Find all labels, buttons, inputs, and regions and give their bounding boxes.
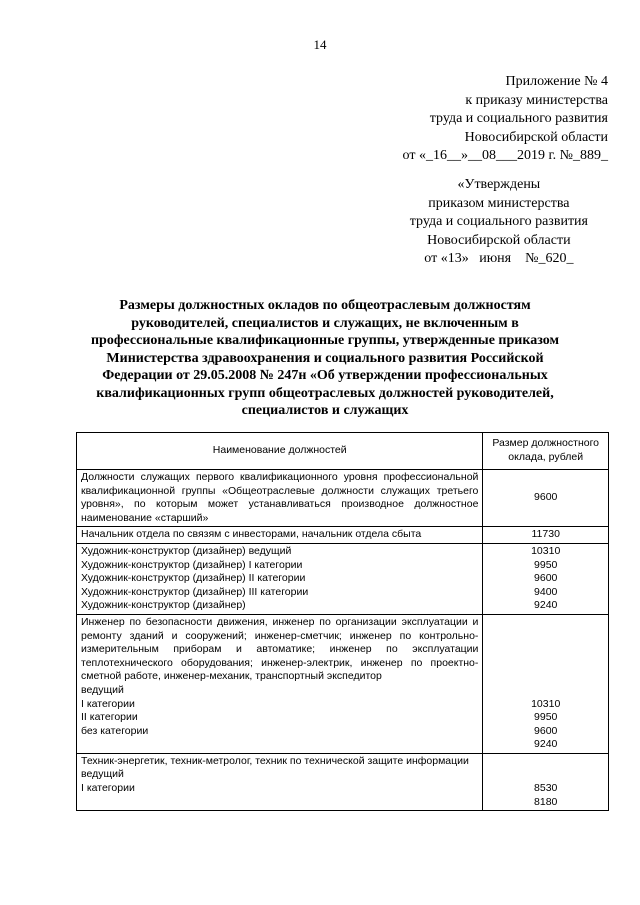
salary-value: 10310	[531, 697, 561, 710]
header-salary: Размер должностного оклада, рублей	[483, 433, 609, 470]
position-name: ведущий	[81, 683, 124, 696]
table-row	[77, 614, 609, 753]
salary-list	[483, 614, 609, 753]
position-name: Начальник отдела по связям с инвесторами, начальник отдела сбыта	[77, 527, 483, 544]
salary-value: 9600	[483, 470, 609, 527]
appendix-line: Новосибирской области	[464, 129, 608, 145]
position-list	[77, 614, 483, 753]
position-name: Должности служащих первого квалификационного уровня профессиональной квалификационной группы «Общеотраслевые должности служащих третьего уровня», по которым может устанавливаться производное должностное наименование «старший»	[77, 470, 483, 527]
position-name: I категории	[81, 782, 135, 795]
position-list	[77, 543, 483, 614]
page-number: 14	[313, 37, 327, 52]
salary-value: 9950	[534, 558, 558, 571]
salary-table	[76, 432, 609, 811]
position-name: ведущий	[81, 768, 124, 781]
salary-value: 9400	[534, 585, 558, 598]
salary-value: 11730	[483, 527, 609, 544]
document-title: Размеры должностных окладов по общеотраслевым должностям руководителей, специалистов и служащих, не включенным в профессиональные квалификационные группы, утвержденные приказом Министерства здравоохранения и социального развития Российской Федерации от 29.05.2008 № 247н «Об утверждении профессиональных квалификационных групп общеотраслевых должностей руководителей, специалистов и служащих	[90, 298, 560, 418]
salary-list	[483, 543, 609, 614]
position-group-intro: Техник-энергетик, техник-метролог, техник по технической защите информации	[81, 754, 469, 767]
position-name: II категории	[81, 711, 138, 724]
appendix-line: Приложение № 4	[505, 74, 608, 89]
position-list	[77, 753, 483, 810]
salary-value: 9240	[534, 599, 558, 612]
approval-block	[410, 176, 588, 269]
approval-line: приказом министерства	[428, 195, 570, 211]
salary-list	[483, 753, 609, 810]
approval-line: «Утверждены	[457, 177, 541, 192]
salary-value: 9950	[534, 711, 558, 724]
table-header-row	[77, 433, 609, 470]
position-group-intro: Инженер по безопасности движения, инженер по организации эксплуатации и ремонту зданий и сооружений; инженер-сметчик; инженер по контрольно-измерительным приборам и автоматике; инженер по эксплуатации теплотехнического оборудования; инженер-электрик, инженер по проектно-сметной работе, инженер-механик, транспортный экспедитор	[81, 615, 479, 683]
approval-line: от «13» июня №_620_	[424, 251, 574, 266]
position-name: Художник-конструктор (дизайнер) I категории	[81, 558, 303, 571]
salary-value: 8530	[534, 782, 558, 795]
salary-value: 8180	[534, 795, 558, 808]
table-row	[77, 527, 609, 544]
table-row	[77, 753, 609, 810]
header-position-name: Наименование должностей	[77, 433, 483, 470]
position-name: Художник-конструктор (дизайнер) II категории	[81, 572, 306, 585]
salary-value: 9600	[534, 724, 558, 737]
salary-value: 10310	[531, 544, 561, 557]
approval-line: Новосибирской области	[427, 232, 571, 248]
appendix-line: от «_16__»__08___2019 г. №_889_	[402, 148, 608, 163]
appendix-block	[403, 73, 608, 166]
position-name: без категории	[81, 724, 149, 737]
position-name: Художник-конструктор (дизайнер)	[81, 599, 246, 612]
position-name: Художник-конструктор (дизайнер) ведущий	[81, 544, 292, 557]
table-row	[77, 470, 609, 527]
approval-line: труда и социального развития	[409, 214, 588, 229]
position-name: I категории	[81, 697, 135, 710]
position-name: Художник-конструктор (дизайнер) III категории	[81, 585, 309, 598]
salary-value: 9240	[534, 738, 558, 751]
table-row	[77, 543, 609, 614]
salary-value: 9600	[534, 572, 558, 585]
appendix-line: труда и социального развития	[429, 111, 608, 126]
appendix-line: к приказу министерства	[465, 92, 608, 108]
